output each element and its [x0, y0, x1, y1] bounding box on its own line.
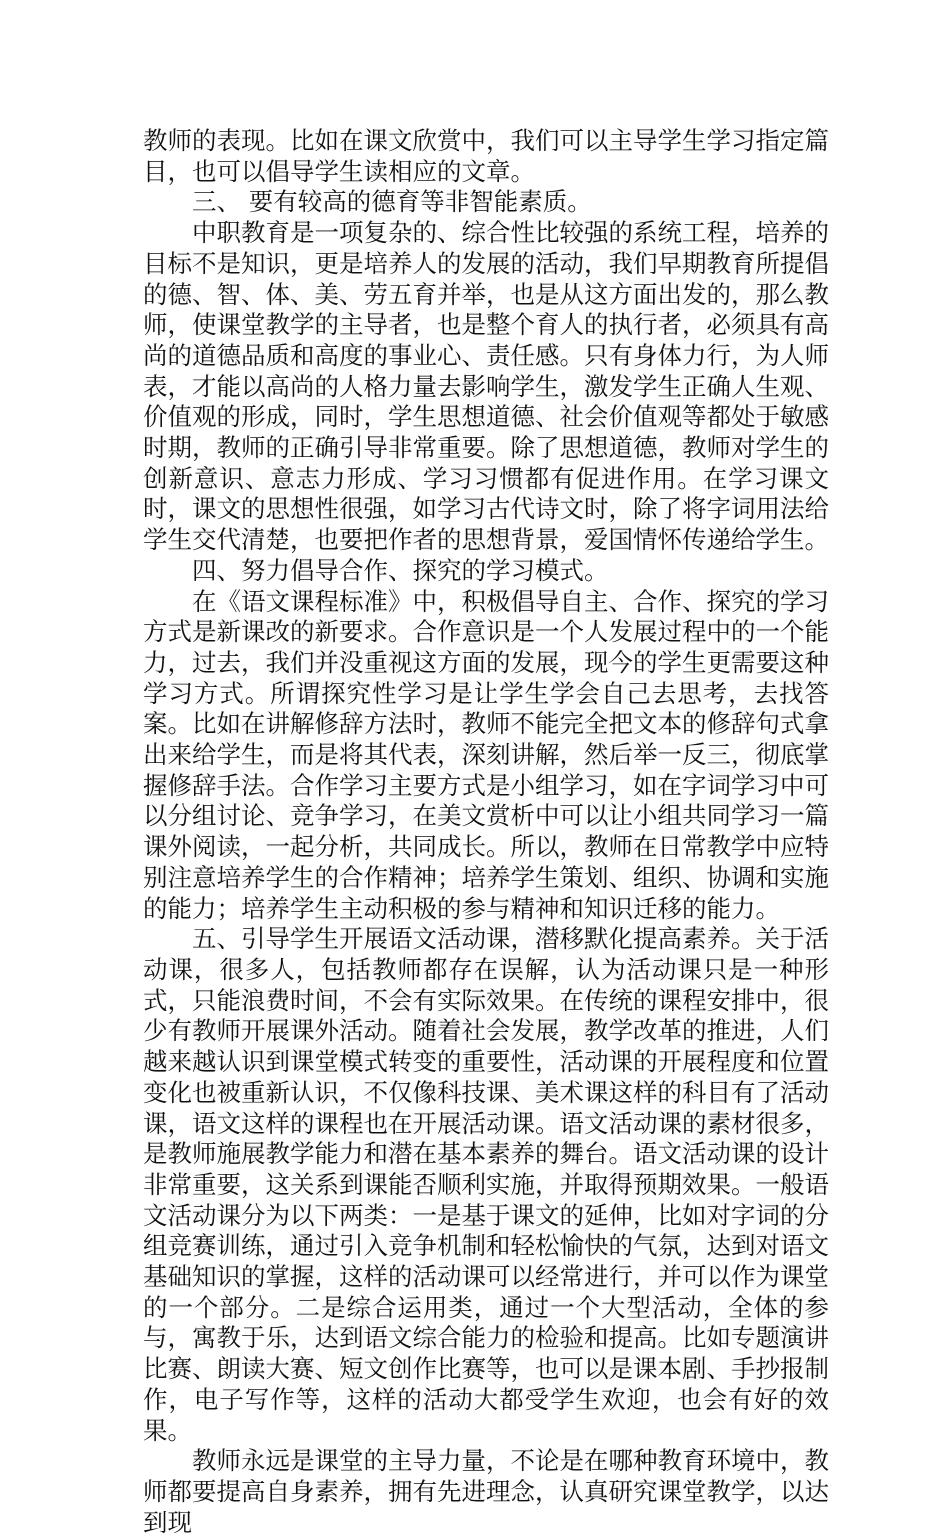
paragraph-continuation: 教师的表现。比如在课文欣赏中，我们可以主导学生学习指定篇目，也可以倡导学生读相应的文章。 [143, 126, 829, 186]
paragraph-activity-class: 五、引导学生开展语文活动课，潜移默化提高素养。关于活动课，很多人，包括教师都存在误解，认为活动课只是一种形式，只能浪费时间，不会有实际效果。在传统的课程安排中，很少有教师开展课外活动。随着社会发展，教学改革的推进，人们越来越认识到课堂模式转变的重要性，活动课的开展程度和位置变化也被重新认识，不仅像科技课、美术课这样的科目有了活动课，语文这样的课程也在开展活动课。语文活动课的素材很多，是教师施展教学能力和潜在基本素养的舞台。语文活动课的设计非常重要，这关系到课能否顺利实施，并取得预期效果。一般语文活动课分为以下两类：一是基于课文的延伸，比如对字词的分组竞赛训练，通过引入竞争机制和轻松愉快的气氛，达到对语文基础知识的掌握，这样的活动课可以经常进行，并可以作为课堂的一个部分。二是综合运用类，通过一个大型活动，全体的参与，寓教于乐，达到语文综合能力的检验和提高。比如专题演讲比赛、朗读大赛、短文创作比赛等，也可以是课本剧、手抄报制作，电子写作等，这样的活动大都受学生欢迎，也会有好的效果。 [143, 924, 829, 1445]
document-page [143, 126, 829, 1538]
section-heading-3: 三、 要有较高的德育等非智能素质。 [192, 187, 592, 217]
section-heading-4: 四、努力倡导合作、探究的学习模式。 [192, 555, 609, 585]
paragraph-cooperative-learning: 在《语文课程标准》中，积极倡导自主、合作、探究的学习方式是新课改的新要求。合作意识是一个人发展过程中的一个能力，过去，我们并没重视这方面的发展，现今的学生更需要这种学习方式。所谓探究性学习是让学生学会自己去思考，去找答案。比如在讲解修辞方法时，教师不能完全把文本的修辞句式拿出来给学生，而是将其代表，深刻讲解，然后举一反三，彻底掌握修辞手法。合作学习主要方式是小组学习，如在字词学习中可以分组讨论、竞争学习，在美文赏析中可以让小组共同学习一篇课外阅读，一起分析，共同成长。所以，教师在日常教学中应特别注意培养学生的合作精神；培养学生策划、组织、协调和实施的能力；培养学生主动积极的参与精神和知识迁移的能力。 [143, 586, 829, 923]
paragraph-moral-education: 中职教育是一项复杂的、综合性比较强的系统工程，培养的目标不是知识，更是培养人的发展的活动，我们早期教育所提倡的德、智、体、美、劳五育并举，也是从这方面出发的，那么教师，使课堂教学的主导者，也是整个育人的执行者，必须具有高尚的道德品质和高度的事业心、责任感。只有身体力行，为人师表，才能以高尚的人格力量去影响学生，激发学生正确人生观、价值观的形成，同时，学生思想道德、社会价值观等都处于敏感时期，教师的正确引导非常重要。除了思想道德，教师对学生的创新意识、意志力形成、学习习惯都有促进作用。在学习课文时，课文的思想性很强，如学习古代诗文时，除了将字词用法给学生交代清楚，也要把作者的思想背景，爱国情怀传递给学生。 [143, 218, 829, 555]
paragraph-conclusion: 教师永远是课堂的主导力量，不论是在哪种教育环境中，教师都要提高自身素养，拥有先进理念，认真研究课堂教学，以达到现 [143, 1446, 829, 1537]
